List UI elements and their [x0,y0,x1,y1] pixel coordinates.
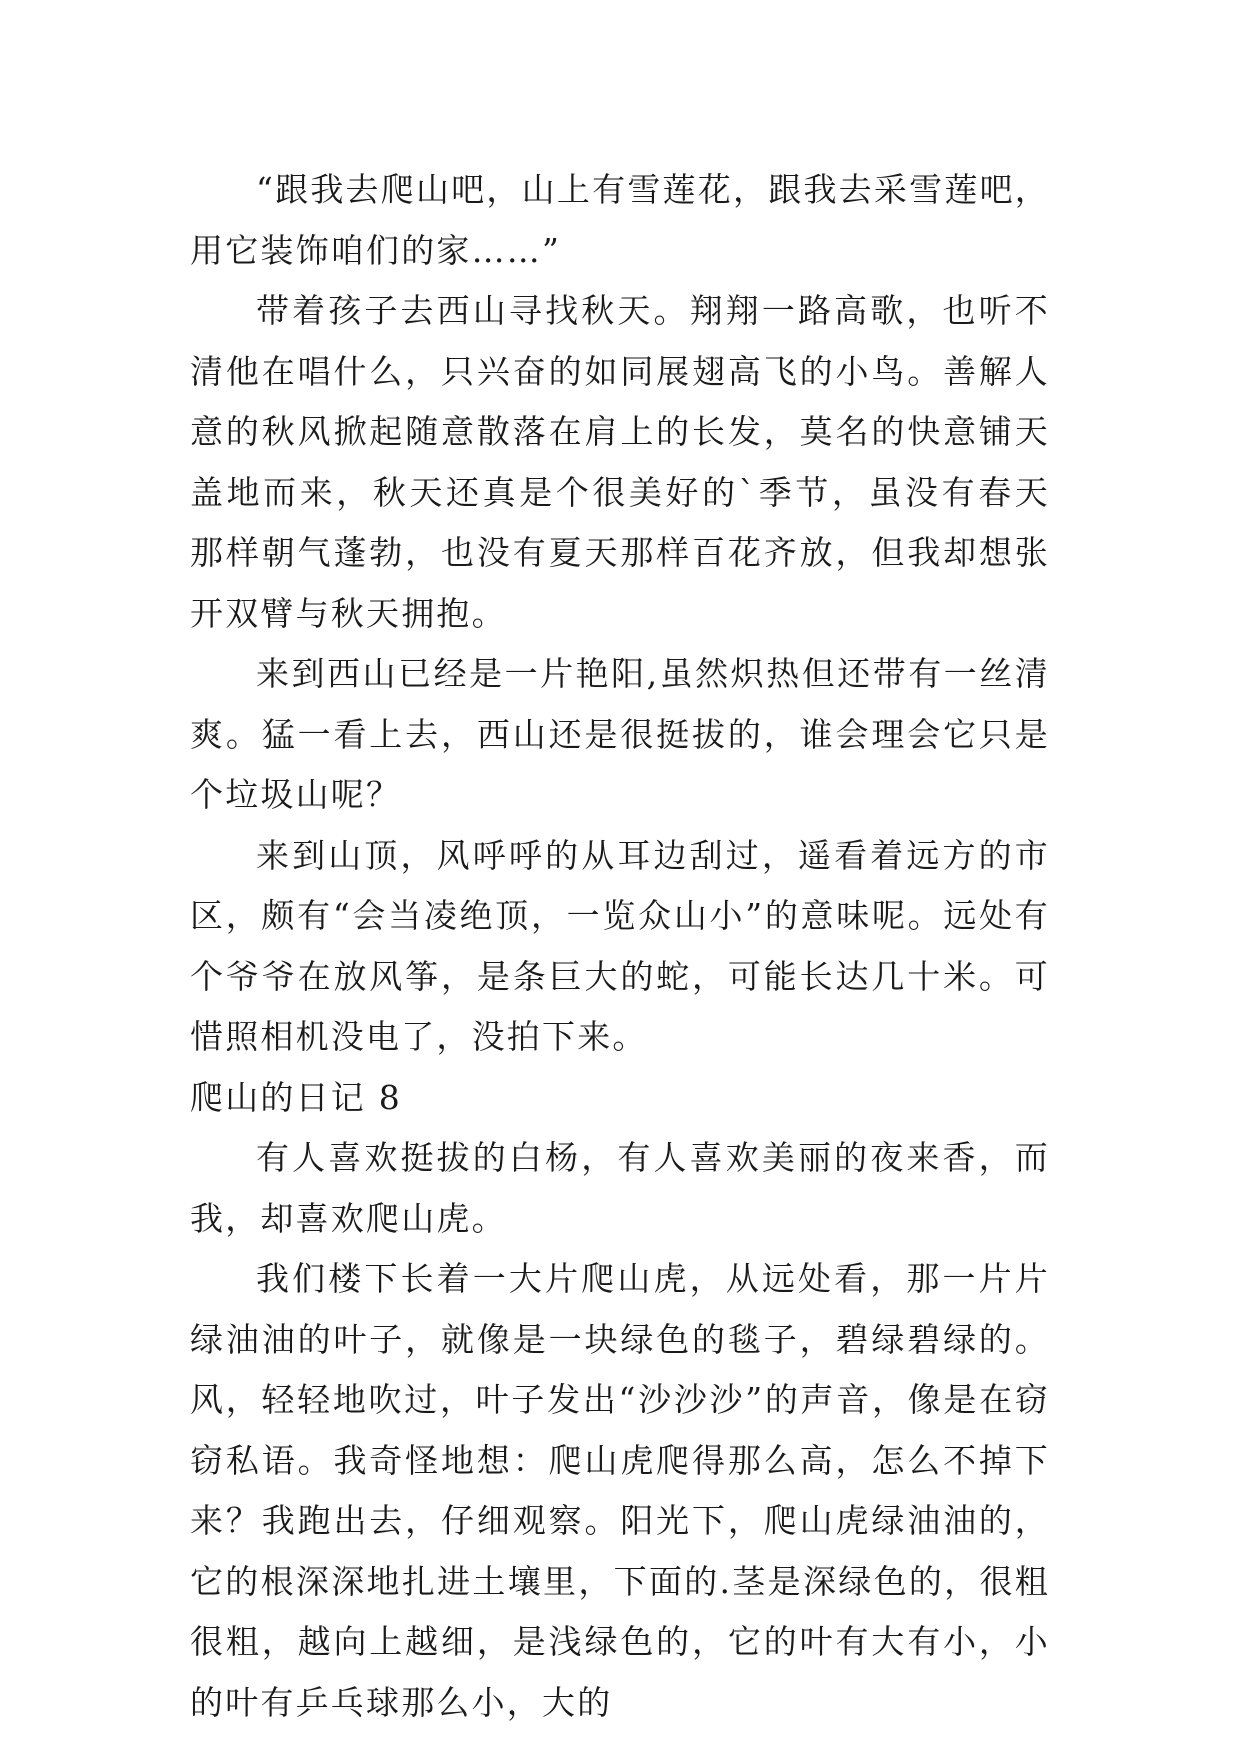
paragraph-west-mountain: 来到西山已经是一片艳阳,虽然炽热但还带有一丝清爽。猛一看上去，西山还是很挺拔的，谁会理会它只是个垃圾山呢？ [190,654,1050,814]
paragraph-mountain-top: 来到山顶，风呼呼的从耳边刮过，遥看着远方的市区，颇有“会当凌绝顶，一览众山小”的意味呢。远处有个爷爷在放风筝，是条巨大的蛇，可能长达几十米。可惜照相机没电了，没拍下来。 [190,835,1050,1056]
paragraph-ivy-description: 我们楼下长着一大片爬山虎，从远处看，那一片片绿油油的叶子，就像是一块绿色的毯子，碧绿碧绿的。风，轻轻地吹过，叶子发出“沙沙沙”的声音，像是在窃窃私语。我奇怪地想：爬山虎爬得那么高，怎么不掉下来？我跑出去，仔细观察。阳光下，爬山虎绿油油的，它的根深深地扎进土壤里，下面的.茎是深绿色的，很粗很粗，越向上越细，是浅绿色的，它的叶有大有小，小的叶有乒乓球那么小，大的 [190,1259,1050,1722]
paragraph-autumn-trip: 带着孩子去西山寻找秋天。翔翔一路高歌，也听不清他在唱什么，只兴奋的如同展翅高飞的小鸟。善解人意的秋风掀起随意散落在肩上的长发，莫名的快意铺天盖地而来，秋天还真是个很美好的`季节，虽没有春天那样朝气蓬勃，也没有夏天那样百花齐放，但我却想张开双臂与秋天拥抱。 [190,291,1050,633]
section-heading: 爬山的日记 8 [190,1077,402,1117]
paragraph-invitation: “跟我去爬山吧，山上有雪莲花，跟我去采雪莲吧，用它装饰咱们的家……” [190,170,1050,270]
paragraph-ivy-intro: 有人喜欢挺拔的白杨，有人喜欢美丽的夜来香，而我，却喜欢爬山虎。 [190,1138,1050,1238]
document-page [190,160,1050,1733]
